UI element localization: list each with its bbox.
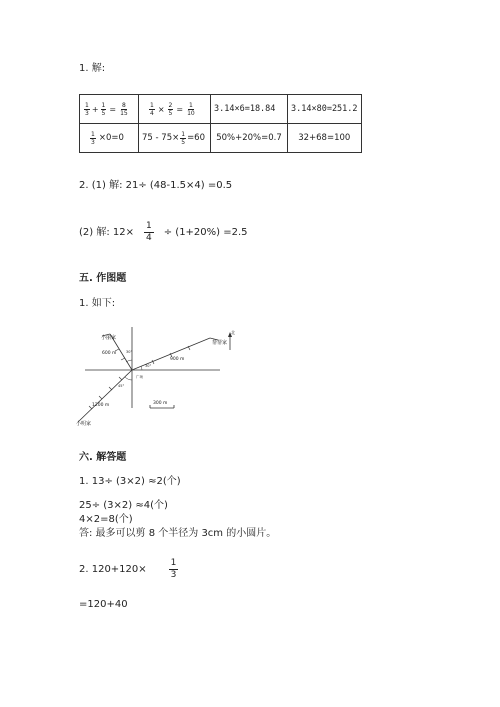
- route-to-xiaoming: [78, 370, 132, 422]
- section-5-heading: 五. 作图题: [79, 273, 127, 284]
- label-north: 北: [231, 330, 235, 335]
- route-to-bangbang: [132, 338, 210, 370]
- table-cell-r1c4: 3.14×80=251.2: [288, 95, 362, 124]
- answer-line-1: 1. 13÷ (3×2) ≈2(个): [79, 476, 181, 487]
- table-cell-r2c3: 50%+20%=0.7: [211, 124, 288, 153]
- label-square: 广场: [136, 375, 143, 379]
- label-angle-30a: 30°: [126, 350, 133, 354]
- answer-line-4: 答: 最多可以剪 8 个半径为 3cm 的小圆片。: [79, 528, 277, 539]
- table-cell-r2c2: 75 - 75× $\frac{1}{5}$ =60: [139, 124, 211, 153]
- section-1-label: 1. 解:: [79, 63, 106, 74]
- q6-2-expression: 2. 120+120× $\frac{1}{3}$: [79, 558, 177, 580]
- answer-line-2: 25÷ (3×2) ≈4(个): [79, 500, 168, 511]
- label-600m: 600 m: [102, 351, 117, 356]
- calculation-table: [79, 94, 362, 153]
- label-xiaoming: 小明家: [76, 421, 92, 427]
- direction-map-diagram: [70, 322, 240, 432]
- label-900m: 900 m: [170, 357, 185, 362]
- label-bangbang: 帮帮家: [212, 340, 228, 346]
- label-scale: 300 m: [153, 401, 168, 406]
- q2-part2: (2) 解: 12× $\frac{1}{4}$ ÷ (1+20%) =2.5: [79, 221, 248, 243]
- table-cell-r1c1: $\frac{1}{3}$ + $\frac{1}{5}$ = $\frac{8}{15}$: [80, 95, 139, 124]
- label-1200m: 1200 m: [92, 403, 110, 408]
- label-xiaoli: 小丽家: [101, 335, 117, 341]
- q2-part1: 2. (1) 解: 21÷ (48-1.5×4) =0.5: [79, 180, 233, 191]
- table-cell-r2c4: 32+68=100: [288, 124, 362, 153]
- table-cell-r2c1: $\frac{1}{3}$ ×0=0: [80, 124, 139, 153]
- section-6-heading: 六. 解答题: [79, 452, 127, 463]
- table-cell-r1c2: $\frac{1}{4}$ × $\frac{2}{5}$ = $\frac{1}{10}$: [139, 95, 211, 124]
- label-angle-45: 45°: [118, 384, 125, 388]
- section-5-item: 1. 如下:: [79, 298, 116, 309]
- label-angle-30b: 30°: [145, 364, 152, 368]
- q6-2-line-2: =120+40: [79, 599, 128, 610]
- answer-line-3: 4×2=8(个): [79, 514, 133, 525]
- table-cell-r1c3: 3.14×6=18.84: [211, 95, 288, 124]
